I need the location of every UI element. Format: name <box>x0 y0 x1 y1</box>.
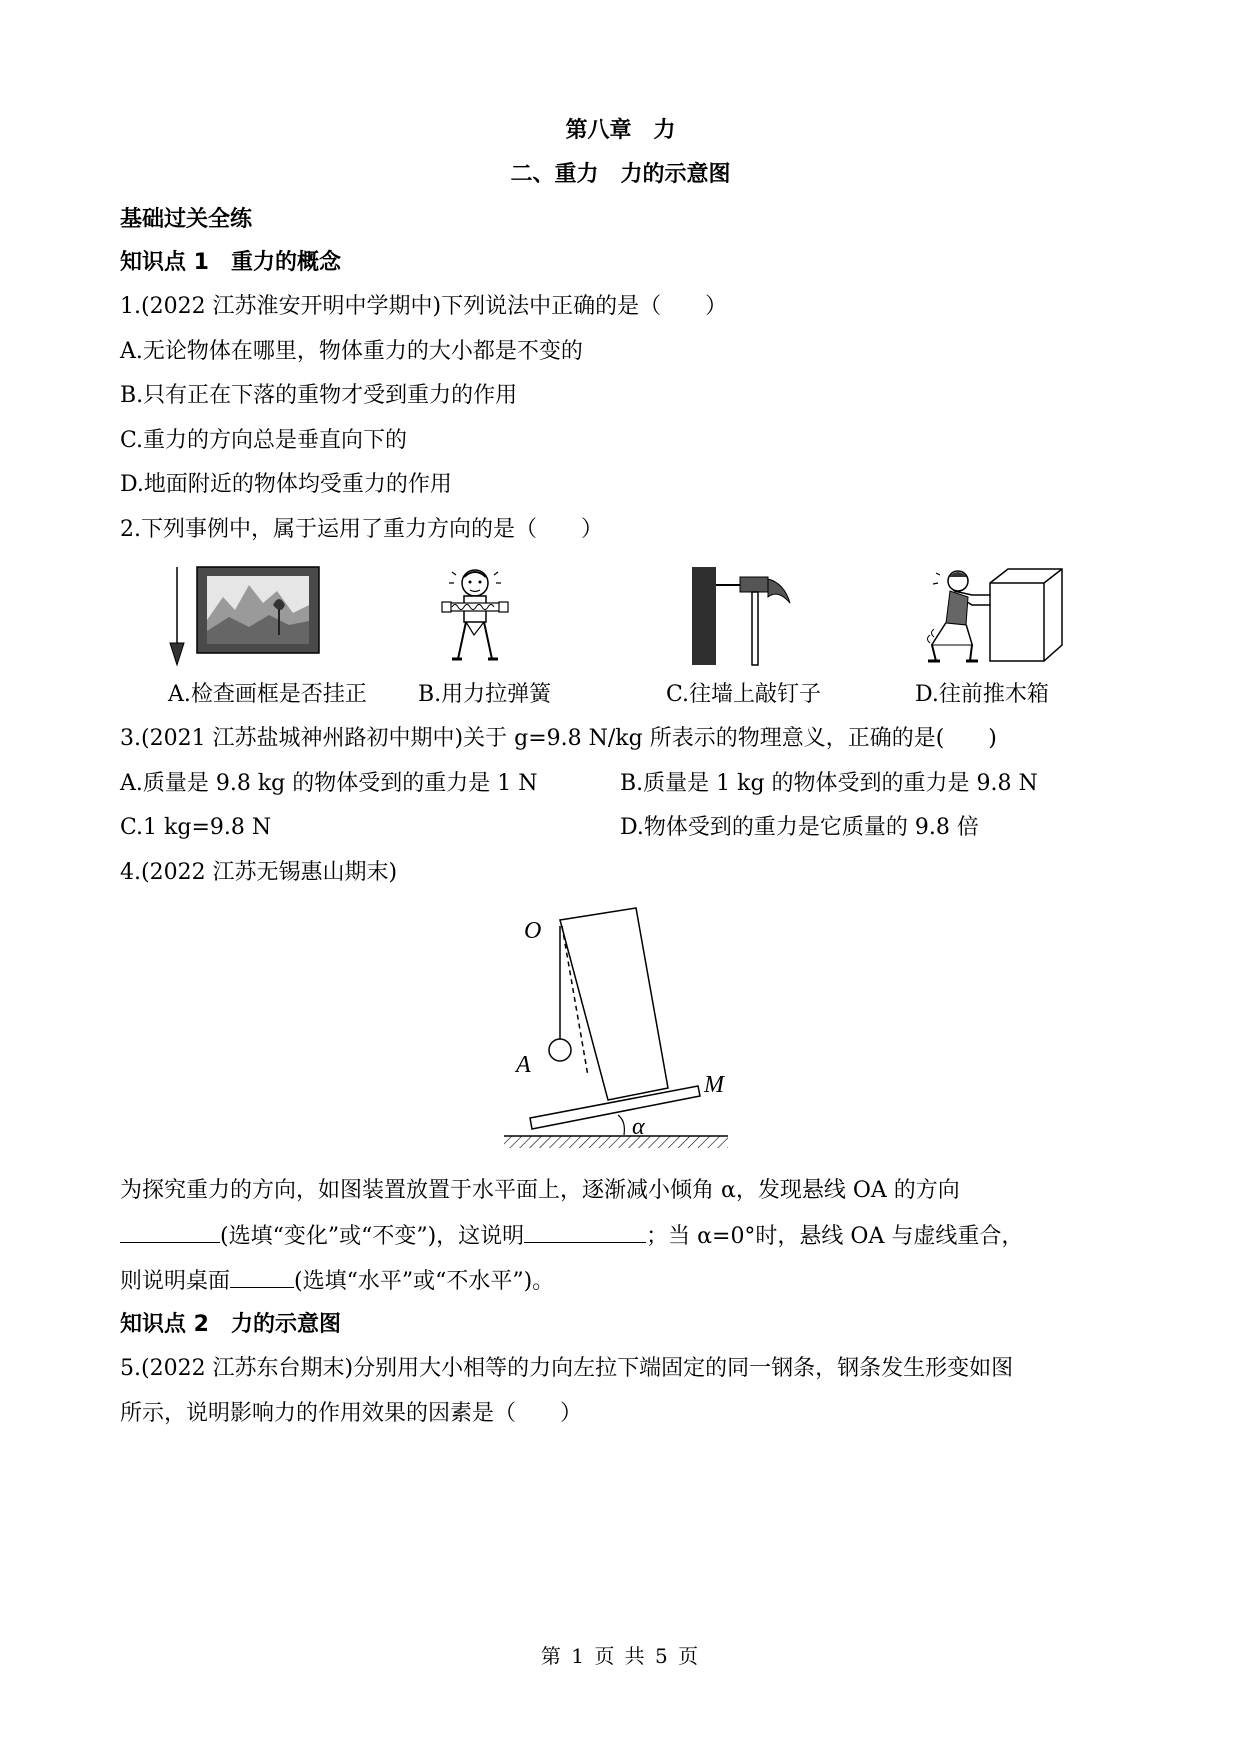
knowledge-point-1-heading: 知识点 1 重力的概念 <box>120 250 341 275</box>
picture-frame-plumb-illustration <box>165 565 325 670</box>
q4-text-line3-part1: 则说明桌面 <box>120 1269 231 1294</box>
q1-option-b: B.只有正在下落的重物才受到重力的作用 <box>120 383 518 408</box>
answer-blank-1[interactable] <box>120 1220 220 1243</box>
q4-text-line3-part2: (选填“水平”或“不水平”)。 <box>294 1269 555 1294</box>
q2-caption-a: A.检查画框是否挂正 <box>168 682 367 707</box>
q2-stem: 2.下列事例中，属于运用了重力方向的是（ ） <box>120 517 603 542</box>
exercise-heading: 基础过关全练 <box>120 207 253 232</box>
q2-caption-b: B.用力拉弹簧 <box>418 682 552 707</box>
answer-blank-3[interactable] <box>230 1265 294 1288</box>
plank-m-label: M <box>704 1072 724 1098</box>
q4-text-line2-part2: ；当 α=0°时，悬线 OA 与虚线重合， <box>646 1224 1024 1249</box>
knowledge-point-2-heading: 知识点 2 力的示意图 <box>120 1312 341 1337</box>
q1-option-c: C.重力的方向总是垂直向下的 <box>120 428 408 453</box>
q1-option-a: A.无论物体在哪里，物体重力的大小都是不变的 <box>120 339 583 364</box>
chapter-title: 第八章 力 <box>565 118 676 143</box>
q4-text-line3 <box>120 1265 554 1297</box>
q5-line1: 5.(2022 江苏东台期末)分别用大小相等的力向左拉下端固定的同一钢条，钢条发生形变如图 <box>120 1356 1014 1381</box>
q3-option-c: C.1 kg=9.8 N <box>120 815 272 840</box>
person-pushing-box-illustration <box>920 565 1070 670</box>
point-a-label: A <box>516 1052 531 1078</box>
q2-caption-c: C.往墙上敲钉子 <box>666 682 822 707</box>
q4-stem: 4.(2022 江苏无锡惠山期末) <box>120 860 398 885</box>
angle-alpha-label: α <box>632 1114 645 1140</box>
person-pulling-spring-illustration <box>420 565 530 670</box>
q1-stem: 1.(2022 江苏淮安开明中学期中)下列说法中正确的是（ ） <box>120 294 728 319</box>
answer-blank-2[interactable] <box>524 1220 646 1243</box>
q4-text-line2 <box>120 1220 1023 1252</box>
q3-stem: 3.(2021 江苏盐城神州路初中期中)关于 g=9.8 N/kg 所表示的物理意义，正确的是( ) <box>120 726 997 751</box>
q2-caption-d: D.往前推木箱 <box>915 682 1049 707</box>
point-o-label: O <box>524 918 542 944</box>
tilted-board-plumb-line-diagram <box>500 900 740 1155</box>
q5-line2: 所示，说明影响力的作用效果的因素是（ ） <box>120 1401 583 1426</box>
q1-option-d: D.地面附近的物体均受重力的作用 <box>120 472 452 497</box>
q4-text-line2-part1: (选填“变化”或“不变”)，这说明 <box>220 1224 525 1249</box>
section-title: 二、重力 力的示意图 <box>510 162 731 187</box>
q3-option-d: D.物体受到的重力是它质量的 9.8 倍 <box>620 815 979 840</box>
q3-option-b: B.质量是 1 kg 的物体受到的重力是 9.8 N <box>620 771 1038 796</box>
q3-option-a: A.质量是 9.8 kg 的物体受到的重力是 1 N <box>120 771 538 796</box>
q4-text-line1: 为探究重力的方向，如图装置放置于水平面上，逐渐减小倾角 α，发现悬线 OA 的方向 <box>120 1178 960 1203</box>
hammer-nail-wall-illustration <box>690 565 800 670</box>
page-footer: 第 1 页 共 5 页 <box>540 1644 701 1668</box>
